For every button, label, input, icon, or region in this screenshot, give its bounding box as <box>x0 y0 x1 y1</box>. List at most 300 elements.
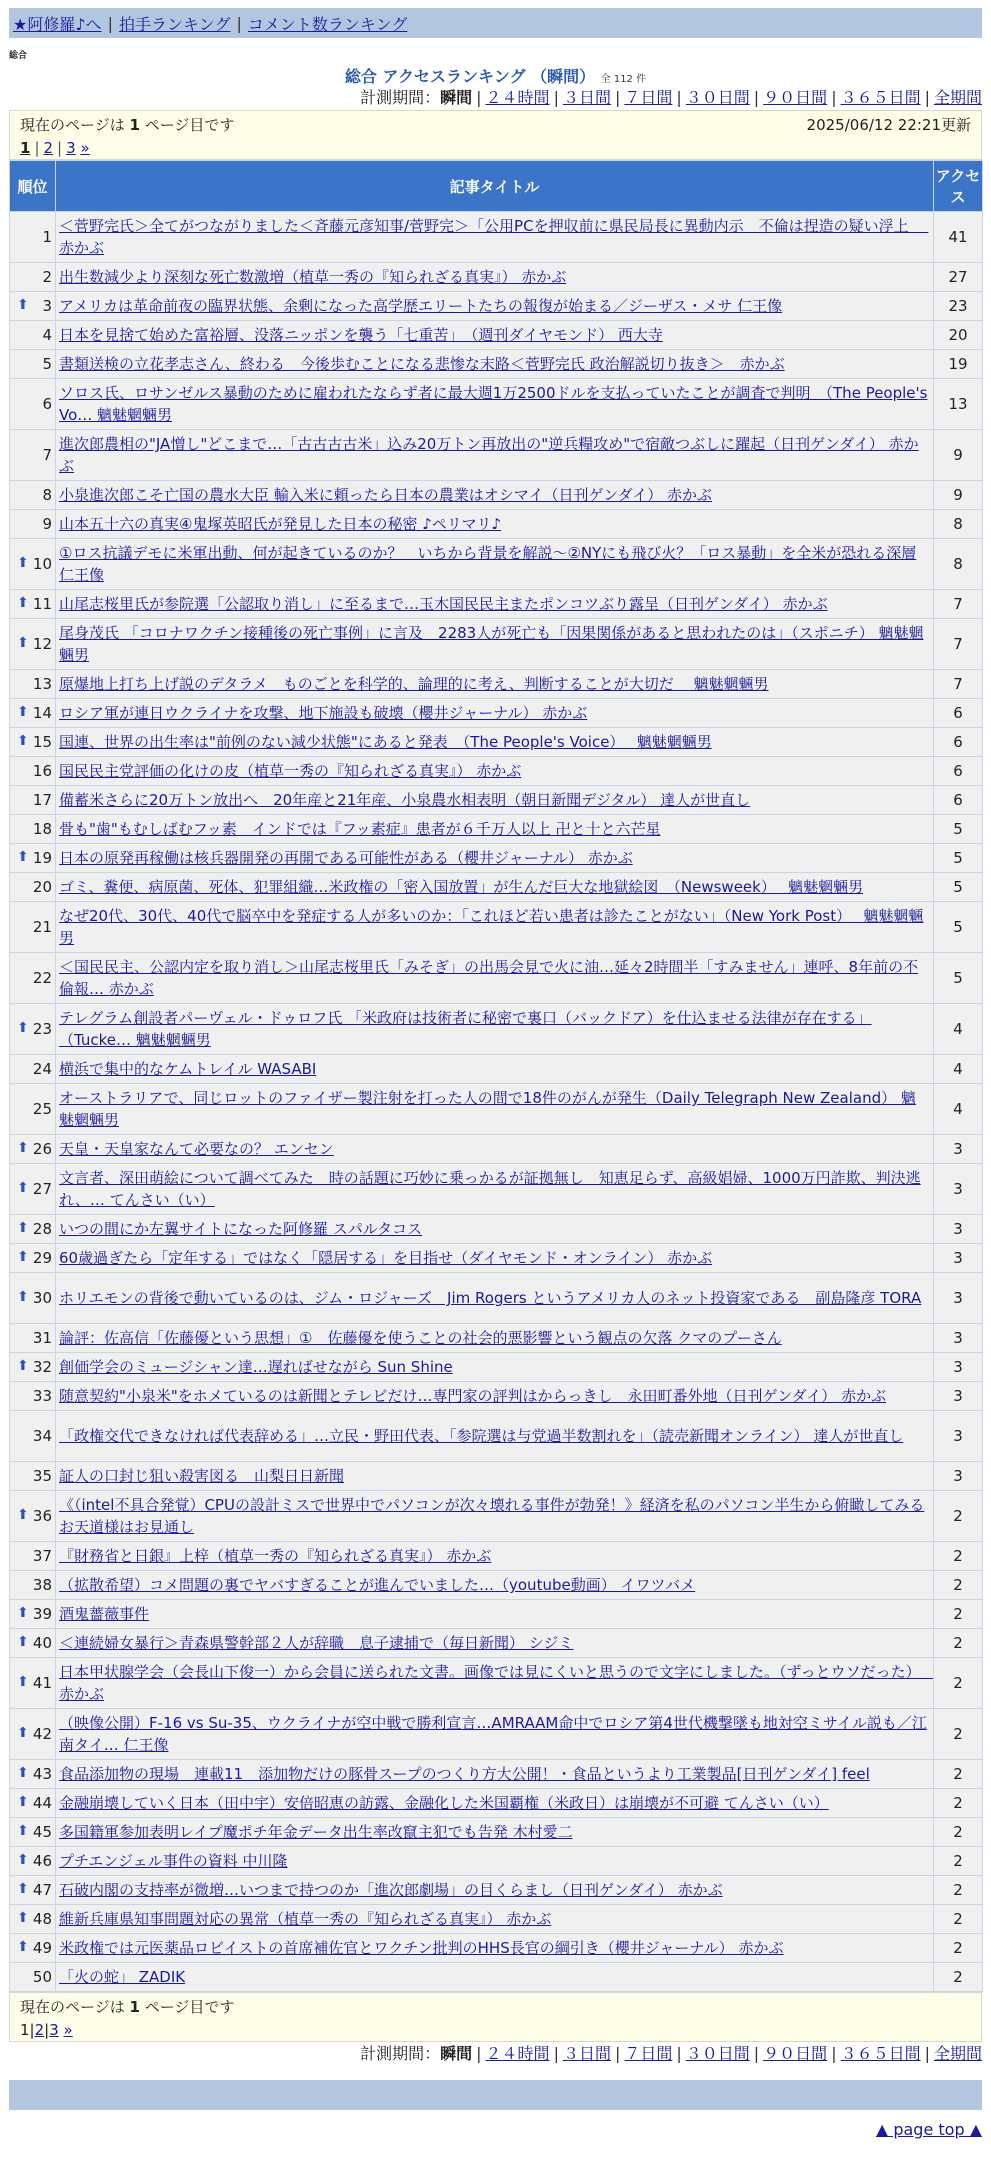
table-row <box>10 1789 983 1818</box>
table-row <box>10 590 983 619</box>
title-cell <box>56 1818 934 1847</box>
arrow-up-icon: ⬆ <box>17 704 29 720</box>
table-row <box>10 757 983 786</box>
rank-number: 26 <box>32 1140 52 1158</box>
article-link[interactable]: 食品添加物の現場 連載11 添加物だけの豚骨スープのつくり方大公開！・食品というより工業製品[日刊ゲンダイ] feel <box>59 1765 870 1783</box>
table-row <box>10 1571 983 1600</box>
title-cell <box>56 1658 934 1709</box>
rank-number: 21 <box>32 918 52 936</box>
article-link[interactable]: 証人の口封じ狙い殺害図る 山梨日日新聞 <box>59 1467 345 1485</box>
title-cell <box>56 263 934 292</box>
article-link[interactable]: 進次郎農相の"JA憎し"どこまで…「古古古古米」込み20万トン再放出の"逆兵糧攻め"で宿敵つぶしに躍起（日刊ゲンダイ） 赤かぶ <box>59 435 919 475</box>
page-title <box>9 64 982 86</box>
title-cell <box>56 1244 934 1273</box>
title-cell <box>56 786 934 815</box>
article-link[interactable]: （拡散希望）コメ問題の裏でヤバすぎることが進んでいました…（youtube動画） イワツバメ <box>59 1576 696 1594</box>
arrow-up-icon: ⬆ <box>17 1358 29 1374</box>
article-link[interactable]: 国連、世界の出生率は"前例のない減少状態"にあると発表 （The People's Voice） 魑魅魍魎男 <box>59 733 712 751</box>
next-page-link[interactable]: » <box>63 2021 73 2039</box>
pager-bottom <box>9 1992 982 2042</box>
title-cell <box>56 1789 934 1818</box>
access-count: 27 <box>934 263 983 292</box>
arrow-up-icon: ⬆ <box>17 1881 29 1897</box>
period-option-2[interactable]: ７日間 <box>624 2044 673 2063</box>
article-link[interactable]: 日本の原発再稼働は核兵器開発の再開である可能性がある（櫻井ジャーナル） 赤かぶ <box>59 849 633 867</box>
rank-cell <box>10 1571 56 1600</box>
table-row <box>10 539 983 590</box>
title-cell <box>56 1709 934 1760</box>
arrow-up-icon: ⬆ <box>17 555 29 571</box>
rank-number: 29 <box>32 1249 52 1267</box>
title-cell <box>56 1164 934 1215</box>
article-link[interactable]: （映像公開）F-16 vs Su-35、ウクライナが空中戦で勝利宣言…AMRAAM命中でロシア第4世代機撃墜も地対空ミサイル説も／江南タイ… 仁王像 <box>59 1714 927 1754</box>
page-title-text: 総合 アクセスランキング （瞬間） <box>344 67 596 86</box>
period-current: 瞬間 <box>440 2044 473 2063</box>
access-count: 2 <box>934 1571 983 1600</box>
table-row <box>10 699 983 728</box>
access-count: 3 <box>934 1382 983 1411</box>
article-link[interactable]: ①ロス抗議デモに米軍出動、何が起きているのか？ いちから背景を解説〜②NYにも飛び火？「ロス暴動」を全米が恐れる深層 仁王像 <box>59 544 917 584</box>
access-count: 2 <box>934 1709 983 1760</box>
table-row <box>10 1135 983 1164</box>
rank-cell <box>10 670 56 699</box>
article-link[interactable]: プチエンジェル事件の資料 中川隆 <box>59 1852 288 1870</box>
page-current: 1 <box>20 139 31 157</box>
rank-number: 44 <box>32 1794 52 1812</box>
table-row <box>10 1353 983 1382</box>
rank-cell <box>10 1876 56 1905</box>
title-cell <box>56 953 934 1004</box>
article-link[interactable]: いつの間にか左翼サイトになった阿修羅 スパルタコス <box>59 1220 423 1238</box>
table-row <box>10 1164 983 1215</box>
title-cell <box>56 619 934 670</box>
article-link[interactable]: 原爆地上打ち上げ説のデタラメ ものごとを科学的、論理的に考え、判断することが大切だ 魑魅魍魎男 <box>59 675 769 693</box>
access-count: 4 <box>934 1004 983 1055</box>
period-option-3[interactable]: ３０日間 <box>685 88 750 107</box>
arrow-up-icon: ⬆ <box>17 1852 29 1868</box>
page-link-3[interactable]: 3 <box>49 2021 59 2039</box>
rank-cell <box>10 1818 56 1847</box>
title-cell <box>56 1324 934 1353</box>
title-cell <box>56 873 934 902</box>
rank-number: 15 <box>32 733 52 751</box>
title-cell <box>56 670 934 699</box>
rank-number: 19 <box>32 849 52 867</box>
col-access-header: アクセス <box>934 161 983 212</box>
rank-cell <box>10 1084 56 1135</box>
page-current: 1 <box>20 2021 30 2039</box>
separator: | <box>753 2044 760 2063</box>
separator: | <box>476 88 482 107</box>
rank-number: 14 <box>32 704 52 722</box>
arrow-up-icon: ⬆ <box>17 1020 29 1036</box>
rank-number: 20 <box>32 878 52 896</box>
table-row <box>10 321 983 350</box>
rank-number: 34 <box>32 1427 52 1445</box>
article-link[interactable]: アメリカは革命前夜の臨界状態、余剰になった高学歴エリートたちの報復が始まる／ジーザス・メサ 仁王像 <box>59 297 783 315</box>
access-count: 8 <box>934 510 983 539</box>
arrow-up-icon: ⬆ <box>17 1910 29 1926</box>
article-link[interactable]: 『財務省と日銀』上梓（植草一秀の『知られざる真実』） 赤かぶ <box>59 1547 492 1565</box>
table-row <box>10 953 983 1004</box>
access-count: 6 <box>934 728 983 757</box>
rank-number: 43 <box>32 1765 52 1783</box>
access-count: 3 <box>934 1135 983 1164</box>
rank-cell <box>10 212 56 263</box>
separator: | <box>476 2044 482 2063</box>
table-row <box>10 1462 983 1491</box>
arrow-up-icon: ⬆ <box>17 1140 29 1156</box>
home-link[interactable]: ★阿修羅♪へ <box>13 14 102 34</box>
rank-cell <box>10 1934 56 1963</box>
article-link[interactable]: 骨も"歯"もむしばむフッ素 インドでは『フッ素症』患者が６千万人以上 卍と十と六芒星 <box>59 820 661 838</box>
rank-number: 31 <box>32 1329 52 1347</box>
page-link-3[interactable]: 3 <box>66 139 76 157</box>
rank-cell <box>10 1760 56 1789</box>
article-link[interactable]: 天皇・天皇家なんて必要なの？ エンセン <box>59 1140 334 1158</box>
article-link[interactable]: 維新兵庫県知事問題対応の異常（植草一秀の『知られざる真実』） 赤かぶ <box>59 1910 552 1928</box>
access-count: 7 <box>934 670 983 699</box>
table-row <box>10 1215 983 1244</box>
rank-number: 18 <box>32 820 52 838</box>
table-row <box>10 1411 983 1462</box>
title-cell <box>56 728 934 757</box>
article-link[interactable]: ゴミ、糞便、病原菌、死体、犯罪組織…米政権の「密入国放置」が生んだ巨大な地獄絵図 （Newsweek） 魑魅魍魎男 <box>59 878 864 896</box>
article-link[interactable]: ソロス氏、ロサンゼルス暴動のために雇われたならず者に最大週1万2500ドルを支払っていたことが調査で判明 （The People's Vo… 魑魅魍魎男 <box>59 384 928 424</box>
arrow-up-icon: ⬆ <box>17 1725 29 1741</box>
article-link[interactable]: なぜ20代、30代、40代で脳卒中を発症する人が多いのか：「これほど若い患者は診たことがない」（New York Post） 魑魅魍魎男 <box>59 907 924 947</box>
article-link[interactable]: オーストラリアで、同じロットのファイザー製注射を打った人の間で18件のがんが発生（Daily Telegraph New Zealand） 魑魅魍魎男 <box>59 1089 916 1129</box>
separator: | <box>676 88 682 107</box>
rank-number: 16 <box>32 762 52 780</box>
rank-cell <box>10 1382 56 1411</box>
arrow-up-icon: ⬆ <box>17 849 29 865</box>
arrow-up-icon: ⬆ <box>17 635 29 651</box>
table-row <box>10 263 983 292</box>
rank-number: 27 <box>32 1180 52 1198</box>
arrow-up-icon: ⬆ <box>17 1794 29 1810</box>
access-count: 2 <box>934 1600 983 1629</box>
title-cell <box>56 1629 934 1658</box>
arrow-up-icon: ⬆ <box>17 595 29 611</box>
access-count: 2 <box>934 1629 983 1658</box>
top-nav <box>9 8 982 38</box>
access-count: 2 <box>934 1789 983 1818</box>
rank-cell <box>10 1629 56 1658</box>
period-current: 瞬間 <box>440 88 473 107</box>
arrow-up-icon: ⬆ <box>17 1289 29 1305</box>
rank-cell <box>10 1411 56 1462</box>
arrow-up-icon: ⬆ <box>17 1823 29 1839</box>
period-option-3[interactable]: ３０日間 <box>685 2044 750 2063</box>
title-cell <box>56 1215 934 1244</box>
article-link[interactable]: 備蓄米さらに20万トン放出へ 20年産と21年産、小泉農水相表明（朝日新聞デジタル） 達人が世直し <box>59 791 751 809</box>
article-link[interactable]: ＜菅野完氏＞全てがつながりました＜斉藤元彦知事/菅野完＞「公用PCを押収前に県民局長に異動内示 不倫は捏造の疑い浮上 赤かぶ <box>59 217 929 257</box>
period-option-4[interactable]: ９０日間 <box>763 2044 828 2063</box>
access-count: 5 <box>934 902 983 953</box>
rank-number: 50 <box>32 1968 52 1986</box>
period-option-2[interactable]: ７日間 <box>624 88 673 107</box>
rank-number: 36 <box>32 1507 52 1525</box>
table-row <box>10 481 983 510</box>
access-count: 5 <box>934 953 983 1004</box>
rank-cell <box>10 815 56 844</box>
article-link[interactable]: 小泉進次郎こそ亡国の農水大臣 輸入米に頼ったら日本の農業はオシマイ（日刊ゲンダイ） 赤かぶ <box>59 486 713 504</box>
table-row <box>10 212 983 263</box>
page-status: 現在のページは 1 ページ目です <box>20 1998 235 2016</box>
table-row <box>10 815 983 844</box>
rank-number: 35 <box>32 1467 52 1485</box>
arrow-up-icon: ⬆ <box>17 1765 29 1781</box>
table-row <box>10 1542 983 1571</box>
access-count: 7 <box>934 590 983 619</box>
access-count: 19 <box>934 350 983 379</box>
period-selector <box>9 86 982 110</box>
period-option-4[interactable]: ９０日間 <box>763 88 828 107</box>
access-count: 4 <box>934 1055 983 1084</box>
arrow-up-icon: ⬆ <box>17 1507 29 1523</box>
table-row <box>10 1760 983 1789</box>
title-cell <box>56 430 934 481</box>
article-link[interactable]: 出生数減少より深刻な死亡数激増（植草一秀の『知られざる真実』） 赤かぶ <box>59 268 567 286</box>
title-cell <box>56 1411 934 1462</box>
article-link[interactable]: 「火の蛇」 ZADIK <box>59 1968 186 1986</box>
access-count: 41 <box>934 212 983 263</box>
separator: | <box>753 88 760 107</box>
rank-cell <box>10 1004 56 1055</box>
title-cell <box>56 1382 934 1411</box>
table-row <box>10 1658 983 1709</box>
table-row <box>10 510 983 539</box>
separator: | <box>29 2021 35 2039</box>
rank-number: 12 <box>32 635 52 653</box>
rank-number: 1 <box>42 228 52 246</box>
period-option-1[interactable]: ３日間 <box>562 2044 611 2063</box>
table-row <box>10 1629 983 1658</box>
total-count: 全 112 件 <box>600 74 647 85</box>
rank-number: 45 <box>32 1823 52 1841</box>
access-count: 2 <box>934 1905 983 1934</box>
rank-cell <box>10 1324 56 1353</box>
separator: | <box>831 2044 837 2063</box>
rank-cell <box>10 1491 56 1542</box>
article-link[interactable]: 論評：佐高信「佐藤優という思想」① 佐藤優を使うことの社会的悪影響という観点の欠落 クマのプーさん <box>59 1329 782 1347</box>
title-cell <box>56 321 934 350</box>
clap-ranking-link[interactable]: 拍手ランキング <box>118 14 231 34</box>
separator: | <box>107 13 113 33</box>
article-link[interactable]: 「政権交代できなければ代表辞める」…立民・野田代表、「参院選は与党過半数割れを」（読売新聞オンライン） 達人が世直し <box>59 1427 904 1445</box>
rank-number: 17 <box>32 791 52 809</box>
rank-number: 22 <box>32 969 52 987</box>
article-link[interactable]: 多国籍軍参加表明レイプ魔ポチ年金データ出生率改竄主犯でも告発 木村愛二 <box>59 1823 573 1841</box>
rank-number: 42 <box>32 1725 52 1743</box>
title-cell <box>56 1462 934 1491</box>
page-links <box>20 137 971 161</box>
table-row <box>10 1847 983 1876</box>
title-cell <box>56 350 934 379</box>
access-count: 5 <box>934 815 983 844</box>
table-row <box>10 1382 983 1411</box>
table-row <box>10 1818 983 1847</box>
rank-cell <box>10 873 56 902</box>
rank-cell <box>10 1542 56 1571</box>
title-cell <box>56 902 934 953</box>
col-title-header: 記事タイトル <box>56 161 934 212</box>
rank-number: 8 <box>42 486 52 504</box>
period-option-5[interactable]: ３６５日間 <box>840 2044 921 2063</box>
arrow-up-icon: ⬆ <box>17 1180 29 1196</box>
rank-cell <box>10 539 56 590</box>
article-link[interactable]: 随意契約"小泉米"をホメているのは新聞とテレビだけ…専門家の評判はからっきし 永田町番外地（日刊ゲンダイ） 赤かぶ <box>59 1387 887 1405</box>
separator: | <box>614 2044 621 2063</box>
table-row <box>10 1709 983 1760</box>
article-link[interactable]: 《（intel不具合発覚）CPUの設計ミスで世界中でパソコンが次々壊れる事件が勃発！》経済を私のパソコン半生から俯瞰してみる お天道様はお見通し <box>59 1496 925 1536</box>
table-row <box>10 786 983 815</box>
table-row <box>10 1004 983 1055</box>
title-cell <box>56 1084 934 1135</box>
table-row <box>10 873 983 902</box>
access-count: 3 <box>934 1324 983 1353</box>
article-link[interactable]: 尾身茂氏 「コロナワクチン接種後の死亡事例」に言及 2283人が死亡も「因果関係があると思われたのは」（スポニチ） 魑魅魍魎男 <box>59 624 924 664</box>
table-row <box>10 844 983 873</box>
period-option-6[interactable]: 全期間 <box>933 2044 982 2063</box>
rank-number: 9 <box>42 515 52 533</box>
table-row <box>10 728 983 757</box>
rank-number: 25 <box>32 1100 52 1118</box>
access-count: 3 <box>934 1353 983 1382</box>
article-link[interactable]: 米政権では元医薬品ロビイストの首席補佐官とワクチン批判のHHS長官の綱引き（櫻井ジャーナル） 赤かぶ <box>59 1939 784 1957</box>
comment-ranking-link[interactable]: コメント数ランキング <box>247 14 408 34</box>
article-link[interactable]: 日本を見捨て始めた富裕層、没落ニッポンを襲う「七重苦」 （週刊ダイヤモンド） 西大寺 <box>59 326 663 344</box>
title-cell <box>56 757 934 786</box>
arrow-up-icon: ⬆ <box>17 1605 29 1621</box>
rank-cell <box>10 786 56 815</box>
rank-cell <box>10 1847 56 1876</box>
access-count: 5 <box>934 873 983 902</box>
page-top-link[interactable]: ▲ page top ▲ <box>875 2120 982 2139</box>
rank-cell <box>10 1462 56 1491</box>
pager-top <box>9 110 982 160</box>
title-cell <box>56 844 934 873</box>
access-count: 2 <box>934 1847 983 1876</box>
article-link[interactable]: 石破内閣の支持率が微増…いつまで持つのか「進次郎劇場」の目くらまし（日刊ゲンダイ） 赤かぶ <box>59 1881 723 1899</box>
rank-number: 30 <box>32 1289 52 1307</box>
period-option-1[interactable]: ３日間 <box>562 88 611 107</box>
article-link[interactable]: ＜国民民主、公認内定を取り消し＞山尾志桜里氏「みそぎ」の出馬会見で火に油…延々2時間半「すみません」連呼、8年前の不倫報… 赤かぶ <box>59 958 919 998</box>
next-page-link[interactable]: » <box>80 139 90 157</box>
period-option-6[interactable]: 全期間 <box>933 88 982 107</box>
article-link[interactable]: 文言者、深田萌絵について調べてみた 時の話題に巧妙に乗っかるが証拠無し 知恵足らず、高級娼婦、1000万円詐欺、判決逃れ、… てんさい（い） <box>59 1169 921 1209</box>
rank-cell <box>10 1905 56 1934</box>
rank-number: 10 <box>32 555 52 573</box>
table-row <box>10 292 983 321</box>
title-cell <box>56 815 934 844</box>
footer-bar <box>9 2080 982 2110</box>
access-count: 5 <box>934 844 983 873</box>
access-count: 8 <box>934 539 983 590</box>
title-cell <box>56 510 934 539</box>
arrow-up-icon: ⬆ <box>17 1634 29 1650</box>
separator: | <box>831 88 837 107</box>
rank-number: 7 <box>42 446 52 464</box>
rank-number: 13 <box>32 675 52 693</box>
rank-number: 3 <box>42 297 52 315</box>
page-link-2[interactable]: 2 <box>43 139 54 157</box>
access-count: 2 <box>934 1542 983 1571</box>
rank-number: 32 <box>32 1358 52 1376</box>
title-cell <box>56 590 934 619</box>
rank-number: 33 <box>32 1387 52 1405</box>
period-option-5[interactable]: ３６５日間 <box>840 88 921 107</box>
rank-number: 41 <box>32 1674 52 1692</box>
ranking-table <box>9 160 983 1992</box>
rank-cell <box>10 1963 56 1992</box>
article-link[interactable]: 酒鬼薔薇事件 <box>59 1605 150 1623</box>
page-link-2[interactable]: 2 <box>34 2021 45 2039</box>
rank-cell <box>10 590 56 619</box>
access-count: 9 <box>934 430 983 481</box>
article-link[interactable]: ロシア軍が連日ウクライナを攻撃、地下施設も破壊（櫻井ジャーナル） 赤かぶ <box>59 704 588 722</box>
article-link[interactable]: 金融崩壊していく日本（田中宇）安倍昭恵の訪露、金融化した米国覇権（米政日）は崩壊が不可避 てんさい（い） <box>59 1794 829 1812</box>
table-row <box>10 1084 983 1135</box>
article-link[interactable]: 山尾志桜里氏が参院選「公認取り消し」に至るまで…玉木国民民主またポンコツぶり露呈（日刊ゲンダイ） 赤かぶ <box>59 595 828 613</box>
separator: | <box>924 2044 930 2063</box>
access-count: 3 <box>934 1273 983 1324</box>
table-row <box>10 1244 983 1273</box>
title-cell <box>56 379 934 430</box>
rank-cell <box>10 292 56 321</box>
period-option-0[interactable]: ２４時間 <box>485 88 550 107</box>
article-link[interactable]: 書類送検の立花孝志さん、終わる 今後歩むことになる悲惨な末路＜菅野完氏 政治解説切り抜き＞ 赤かぶ <box>59 355 785 373</box>
access-count: 3 <box>934 1244 983 1273</box>
rank-cell <box>10 1600 56 1629</box>
col-rank-header: 順位 <box>10 161 56 212</box>
rank-cell <box>10 757 56 786</box>
article-link[interactable]: 60歳過ぎたら「定年する」ではなく「隠居する」を目指せ（ダイヤモンド・オンライン） 赤かぶ <box>59 1249 713 1267</box>
access-count: 2 <box>934 1934 983 1963</box>
separator: | <box>44 2021 50 2039</box>
period-label: 計測期間： <box>360 88 441 107</box>
access-count: 6 <box>934 699 983 728</box>
article-link[interactable]: 創価学会のミュージシャン達…遅ればせながら Sun Shine <box>59 1358 453 1376</box>
rank-number: 46 <box>32 1852 52 1870</box>
table-row <box>10 1905 983 1934</box>
article-link[interactable]: 横浜で集中的なケムトレイル WASABI <box>59 1060 317 1078</box>
rank-cell <box>10 263 56 292</box>
updated-time: 2025/06/12 22:21更新 <box>806 116 971 134</box>
table-row <box>10 1934 983 1963</box>
arrow-up-icon: ⬆ <box>17 1674 29 1690</box>
rank-cell <box>10 1273 56 1324</box>
article-link[interactable]: 国民民主党評価の化けの皮（植草一秀の『知られざる真実』） 赤かぶ <box>59 762 522 780</box>
article-link[interactable]: ＜連続婦女暴行＞青森県警幹部２人が辞職 息子逮捕で（毎日新聞） シジミ <box>59 1634 574 1652</box>
article-link[interactable]: ホリエモンの背後で動いているのは、ジム・ロジャーズ Jim Rogers というアメリカ人のネット投資家である 副島隆彦 TORA <box>59 1289 922 1307</box>
article-link[interactable]: 山本五十六の真実④鬼塚英昭氏が発見した日本の秘密 ♪ペリマリ♪ <box>59 515 502 533</box>
rank-cell <box>10 1353 56 1382</box>
article-link[interactable]: テレグラム創設者パーヴェル・ドゥロフ氏 「米政府は技術者に秘密で裏口（バックドア）を仕込ませる法律が存在する」（Tucke… 魑魅魍魎男 <box>59 1009 872 1049</box>
rank-cell <box>10 321 56 350</box>
title-cell <box>56 1847 934 1876</box>
article-link[interactable]: 日本甲状腺学会（会長山下俊一）から会員に送られた文書。画像では見にくいと思うので文字にしました。（ずっとウソだった） 赤かぶ <box>59 1663 933 1703</box>
title-cell <box>56 1571 934 1600</box>
table-row <box>10 670 983 699</box>
rank-cell <box>10 1164 56 1215</box>
rank-number: 37 <box>32 1547 52 1565</box>
period-option-0[interactable]: ２４時間 <box>485 2044 550 2063</box>
access-count: 13 <box>934 379 983 430</box>
rank-cell <box>10 902 56 953</box>
rank-cell <box>10 1709 56 1760</box>
